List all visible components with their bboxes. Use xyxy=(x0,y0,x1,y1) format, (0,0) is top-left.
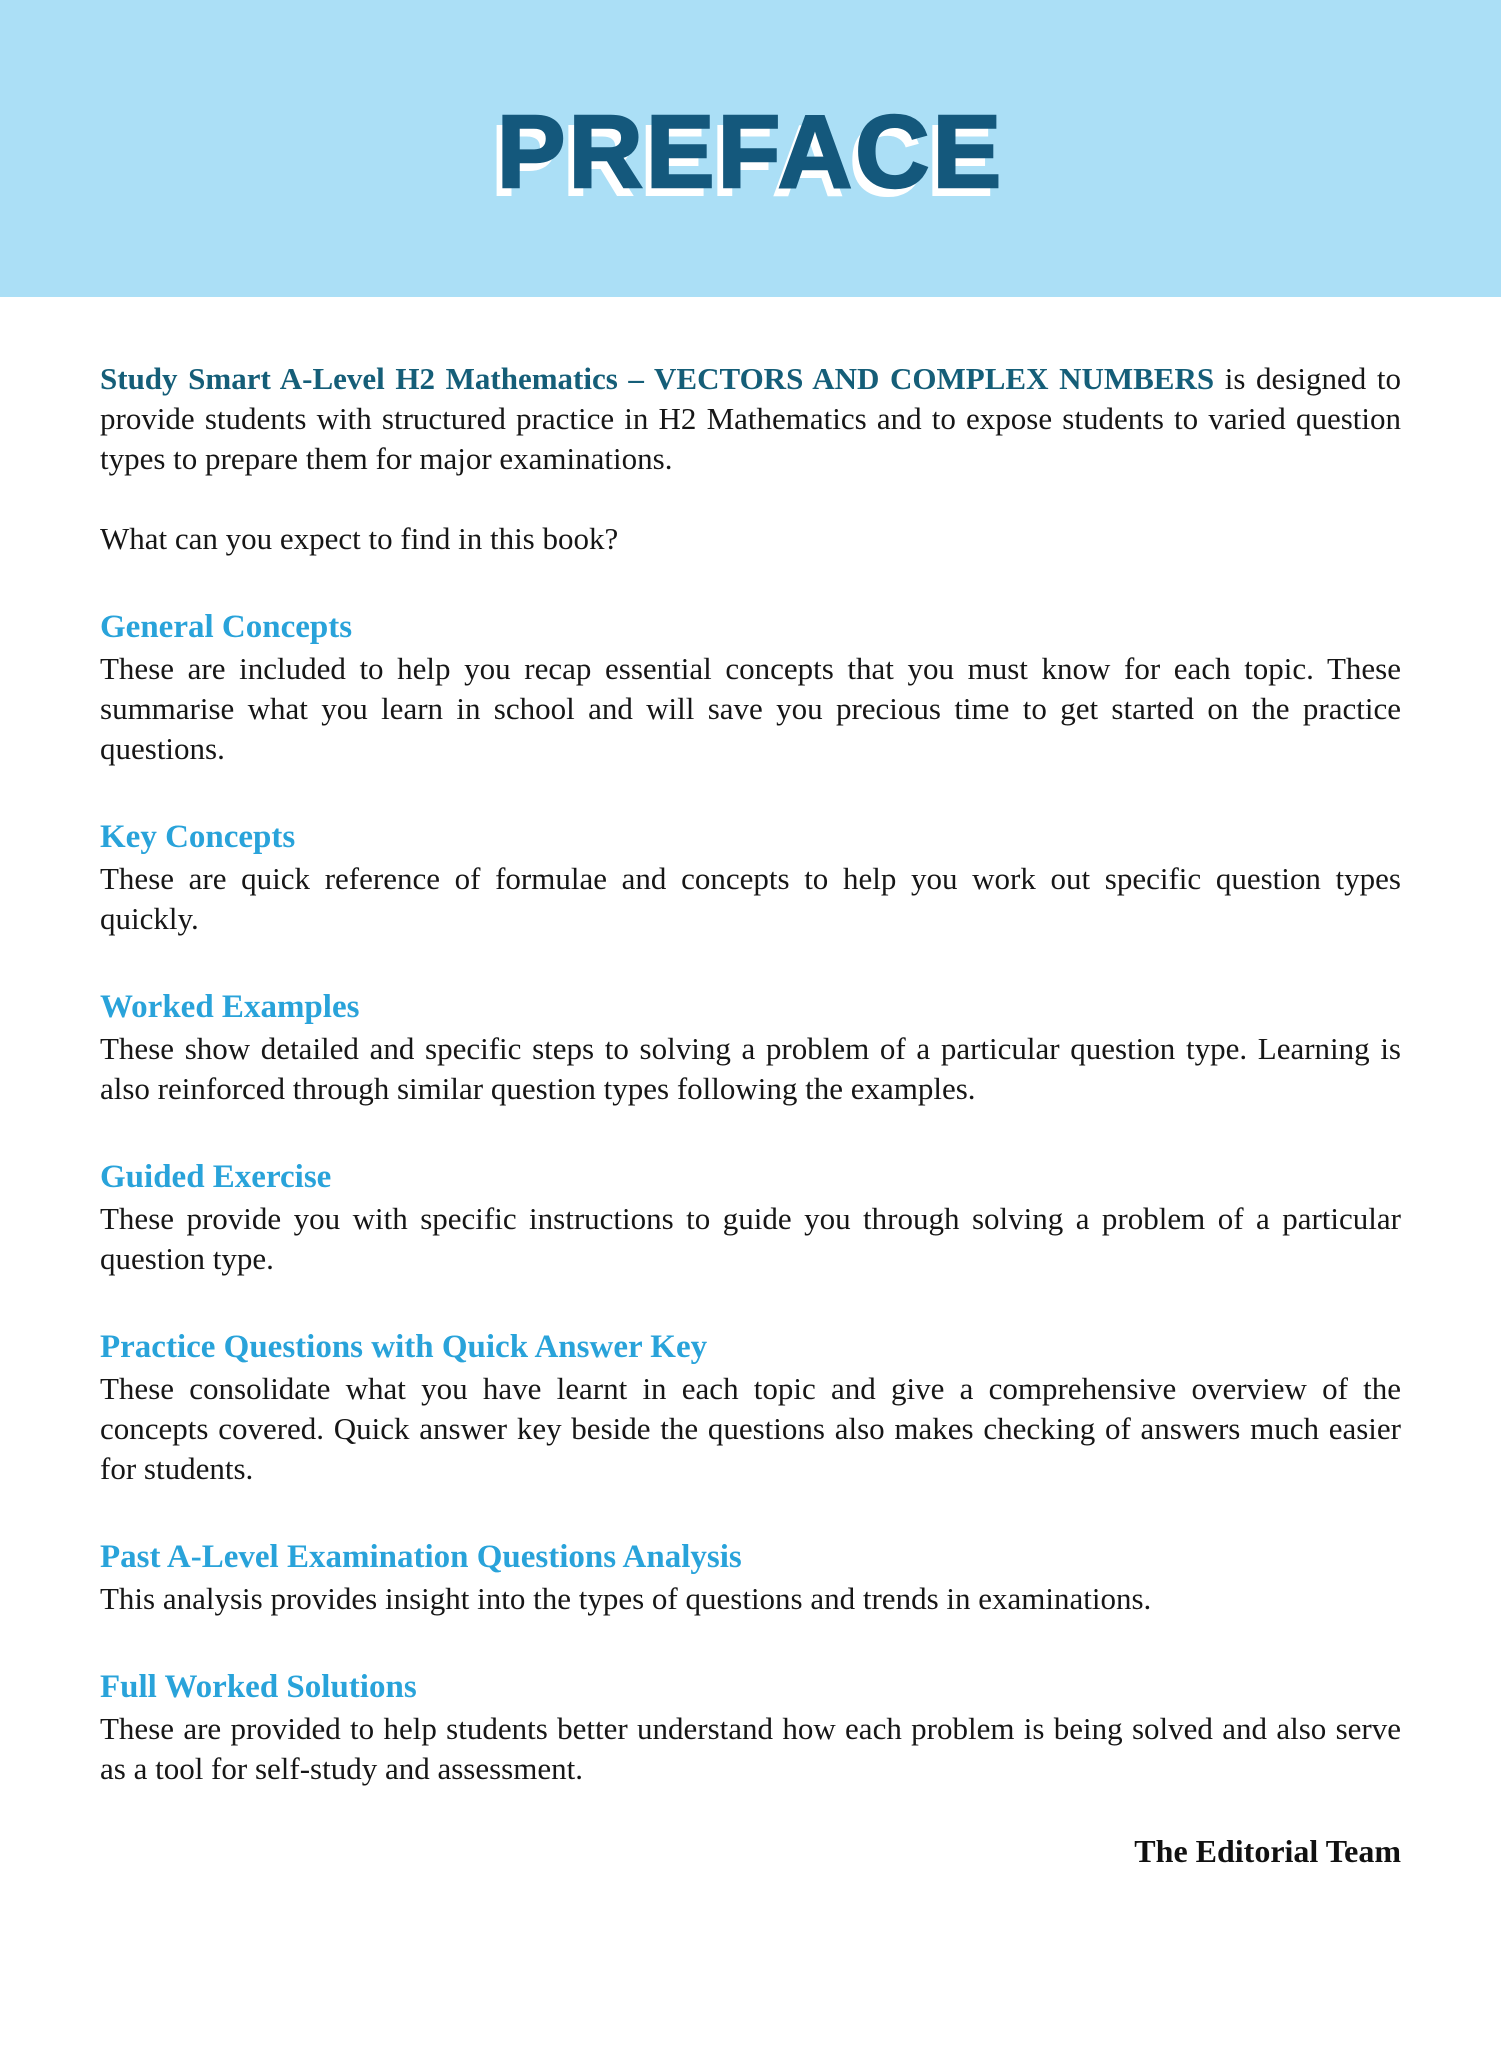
section-heading: Full Worked Solutions xyxy=(100,1669,417,1705)
section-body: These are included to help you recap essential concepts that you must know for each topic. These summarise what you learn in school and will save you precious time to get started on the practice questions. xyxy=(100,651,1401,766)
section-heading: Worked Examples xyxy=(100,989,360,1025)
intro-question: What can you expect to find in this book? xyxy=(100,521,619,556)
section-heading: Past A-Level Examination Questions Analysis xyxy=(100,1539,742,1575)
section-heading: Practice Questions with Quick Answer Key xyxy=(100,1329,708,1365)
section-heading: Guided Exercise xyxy=(100,1159,332,1195)
section-heading: Key Concepts xyxy=(100,819,296,855)
intro-paragraph-text: is designed to provide students with structured practice in H2 Mathematics and to expose students to varied question types to prepare them for major examinations. xyxy=(100,361,1401,476)
signoff: The Editorial Team xyxy=(1134,1833,1401,1869)
section-body: These are provided to help students better understand how each problem is being solved and also serve as a tool for self-study and assessment. xyxy=(100,1711,1401,1786)
preface-header-band xyxy=(0,0,1501,297)
sections-list xyxy=(100,605,1401,1789)
section xyxy=(100,1155,1401,1279)
section-heading: General Concepts xyxy=(100,609,353,645)
section xyxy=(100,1665,1401,1789)
section-body: These are quick reference of formulae and concepts to help you work out specific question types quickly. xyxy=(100,861,1401,936)
section xyxy=(100,985,1401,1109)
section xyxy=(100,815,1401,939)
section xyxy=(100,1535,1401,1619)
section-body: This analysis provides insight into the types of questions and trends in examinations. xyxy=(100,1581,1152,1616)
section-body: These consolidate what you have learnt in each topic and give a comprehensive overview of the concepts covered. Quick answer key beside the questions also makes checking of answers much easier for students. xyxy=(100,1371,1401,1486)
page-title: PREFACE xyxy=(496,93,1005,209)
section xyxy=(100,1325,1401,1489)
preface-content xyxy=(0,297,1501,1871)
section-body: These provide you with specific instructions to guide you through solving a problem of a particular question type. xyxy=(100,1201,1401,1276)
intro-paragraph xyxy=(100,359,1401,479)
section-body: These show detailed and specific steps to solving a problem of a particular question type. Learning is also reinforced through similar question types following the examples. xyxy=(100,1031,1401,1106)
book-title-text: Study Smart A-Level H2 Mathematics – VECTORS AND COMPLEX NUMBERS xyxy=(100,361,1215,396)
section xyxy=(100,605,1401,769)
